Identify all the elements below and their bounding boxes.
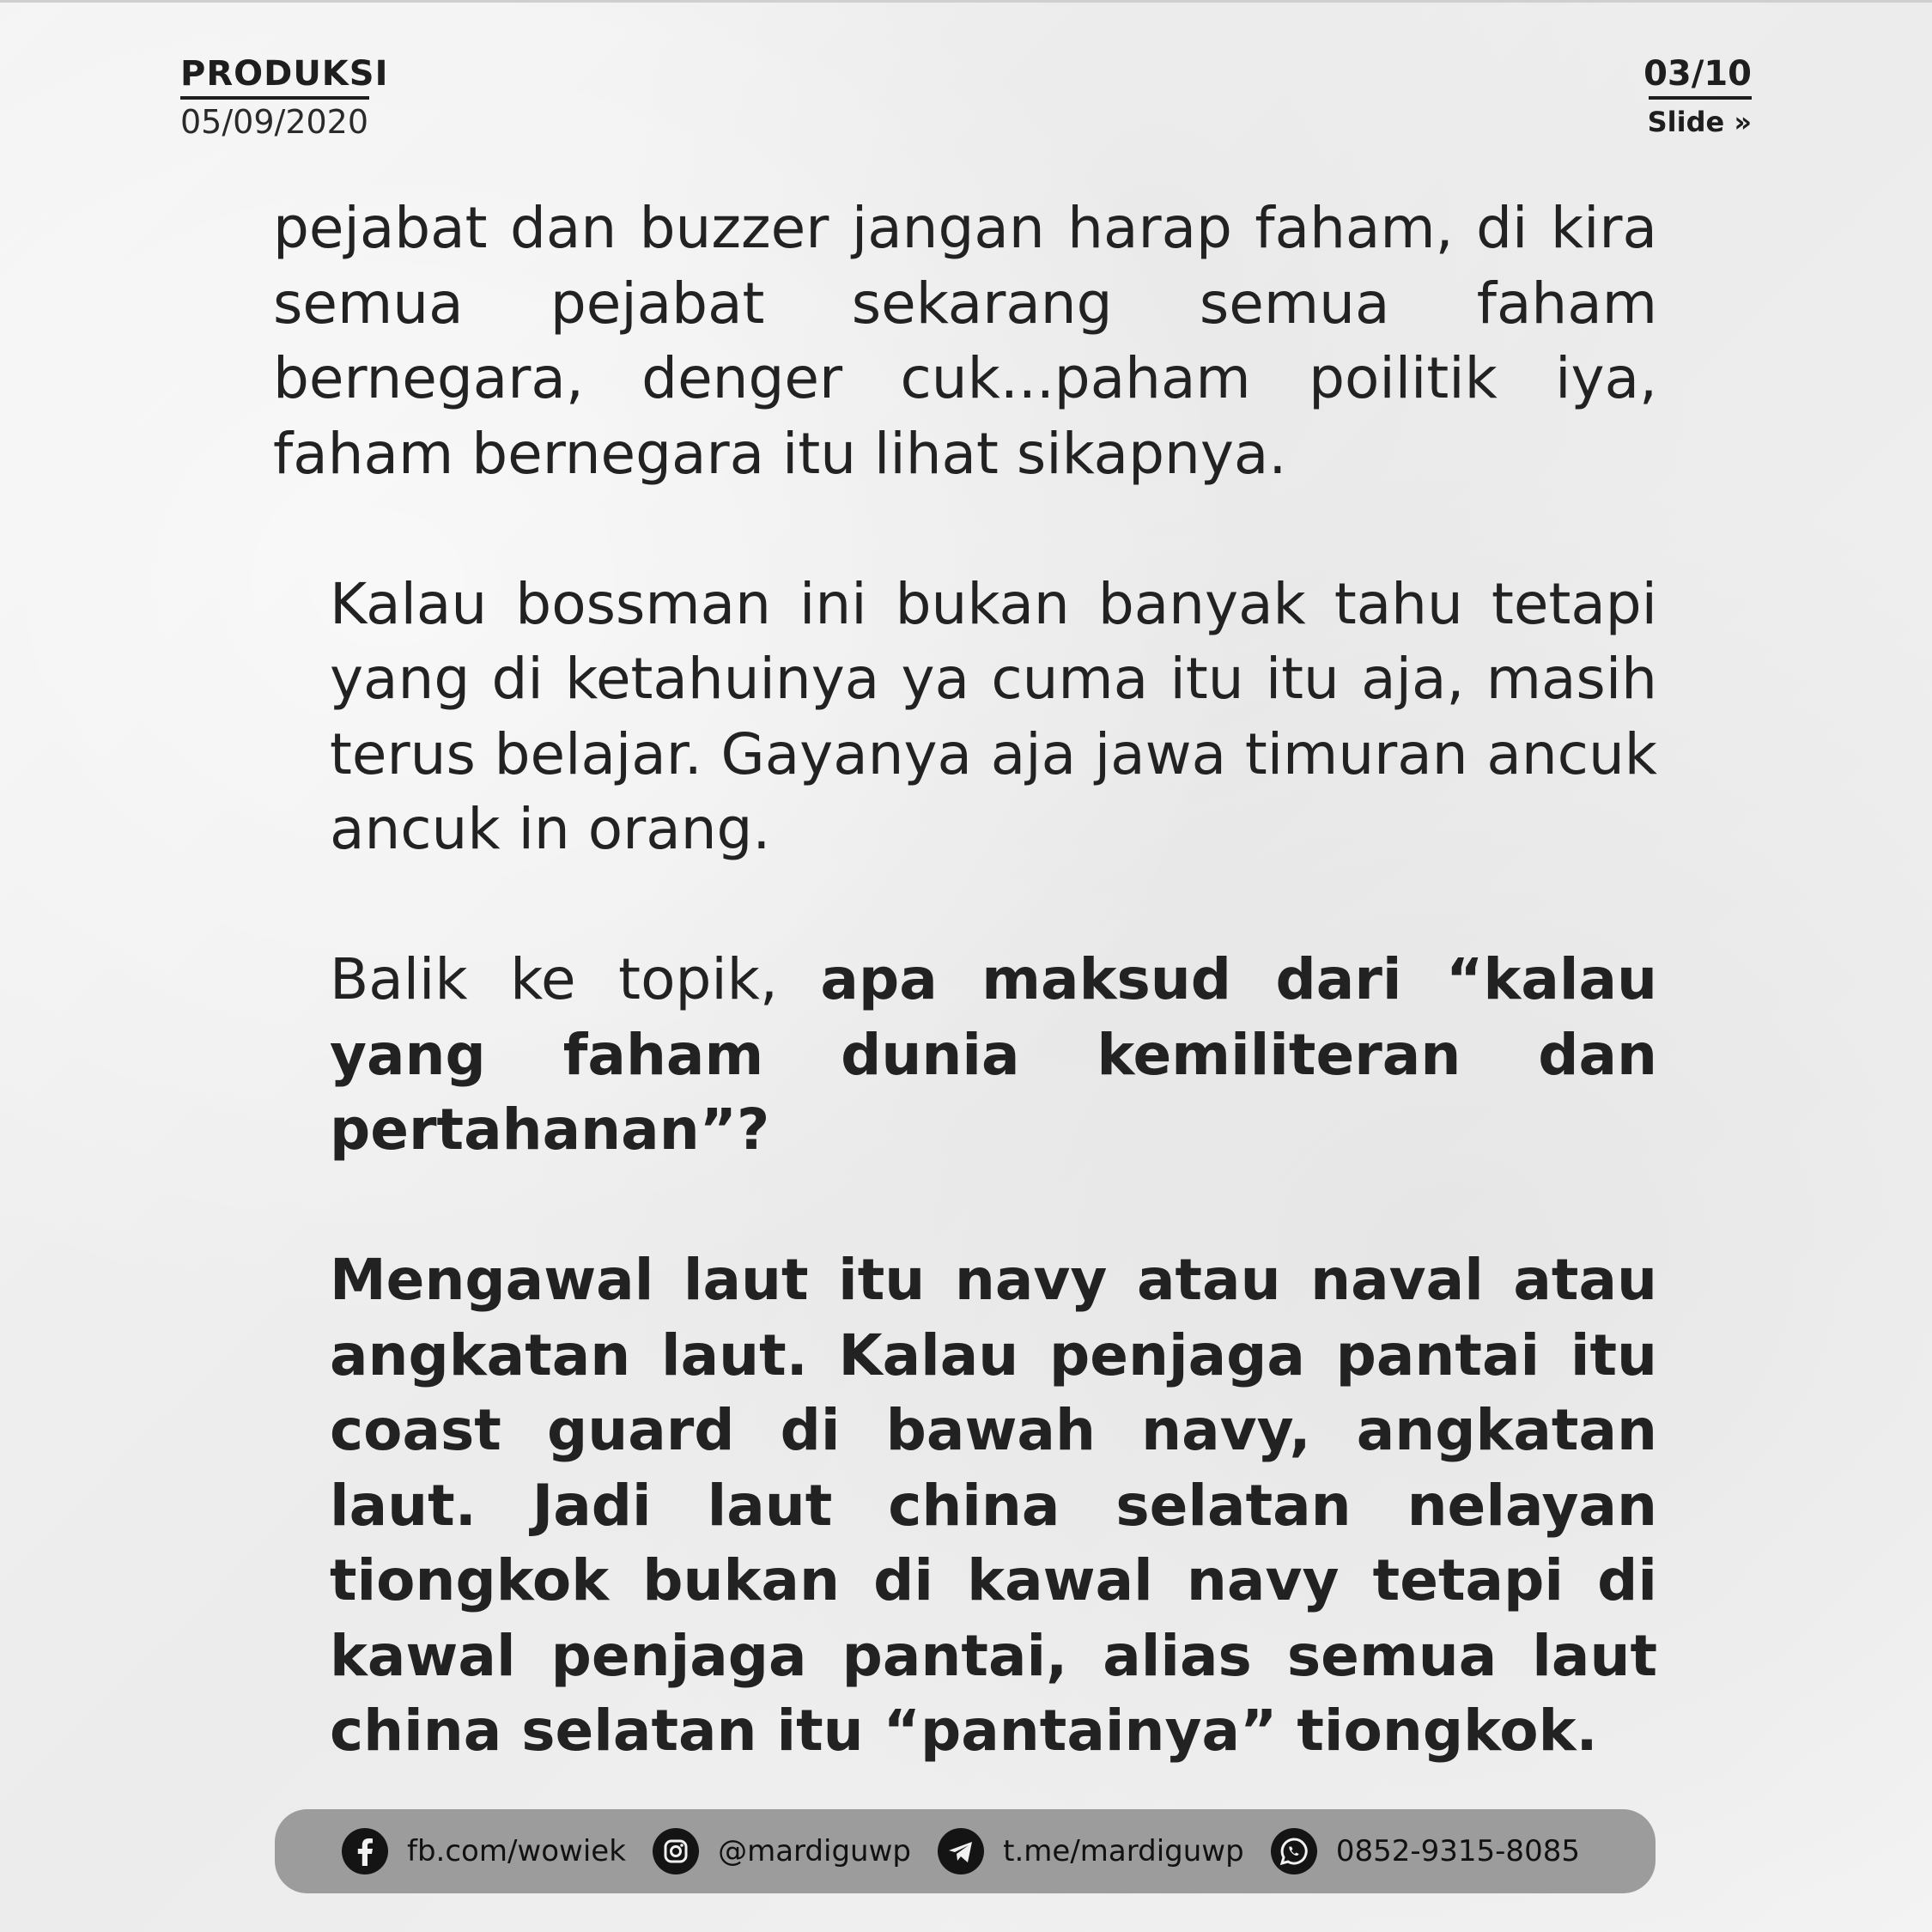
contact-text: 0852-9315-8085 (1335, 1834, 1580, 1868)
paragraph-3 (273, 942, 1657, 1168)
contact-text: @mardiguwp (718, 1834, 911, 1868)
facebook-icon (342, 1828, 388, 1874)
contact-text: t.me/mardiguwp (1003, 1834, 1244, 1868)
category-label: PRODUKSI (180, 54, 389, 94)
header-right (1643, 53, 1752, 144)
paragraph-2: Kalau bossman ini bukan banyak tahu tetapi yang di ketahuinya ya cuma itu itu aja, masih terus belajar. Gayanya aja jawa timuran ancuk ancuk in orang. (330, 570, 1657, 862)
telegram-icon (938, 1828, 984, 1874)
top-border (0, 0, 1932, 3)
whatsapp-icon (1271, 1828, 1317, 1874)
contact-telegram[interactable] (938, 1828, 1244, 1874)
slide-next-label[interactable]: Slide » (1647, 106, 1752, 138)
article-body (273, 191, 1657, 1844)
paragraph-3-plain: Balik ke topik, (330, 946, 821, 1012)
contact-whatsapp[interactable] (1271, 1828, 1580, 1874)
date-label: 05/09/2020 (180, 103, 369, 141)
instagram-icon (653, 1828, 699, 1874)
contact-facebook[interactable] (342, 1828, 626, 1874)
paragraph-1: pejabat dan buzzer jangan harap faham, di kira semua pejabat sekarang semua faham bernegara, denger cuk...paham poilitik iya, faham bernegara itu lihat sikapnya. (273, 195, 1657, 487)
paragraph-4: Mengawal laut itu navy atau naval atau angkatan laut. Kalau penjaga pantai itu coast guard di bawah navy, angkatan laut. Jadi laut china selatan nelayan tiongkok bukan di kawal navy tetapi di kawal penjaga pantai, alias semua laut china selatan itu “pantainya” tiongkok. (330, 1247, 1657, 1764)
page-counter: 03/10 (1643, 54, 1752, 94)
header-left (180, 53, 389, 144)
contact-bar (275, 1809, 1656, 1893)
contact-instagram[interactable] (653, 1828, 911, 1874)
paragraph-3-bold: apa maksud dari “kalau yang faham dunia kemiliteran dan pertahanan”? (330, 946, 1657, 1163)
contact-text: fb.com/wowiek (407, 1834, 626, 1868)
